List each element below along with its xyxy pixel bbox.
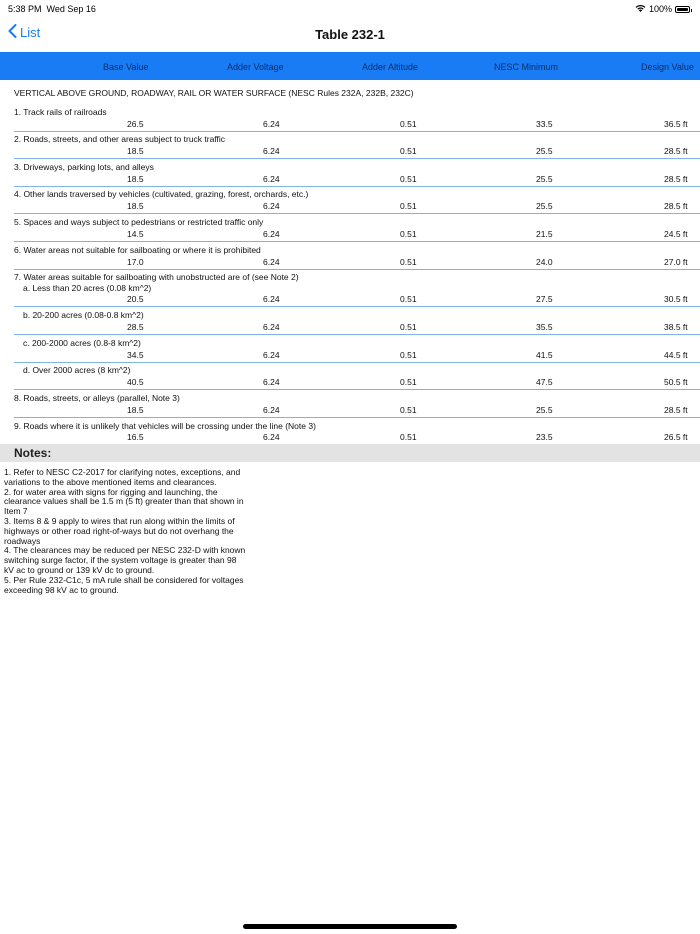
notes-text	[4, 468, 264, 595]
note-line: 5. Per Rule 232-C1c, 5 mA rule shall be considered for voltages	[4, 574, 244, 585]
table-row	[14, 189, 700, 213]
row-sublabel: d. Over 2000 acres (8 km^2)	[23, 365, 131, 375]
battery-icon	[675, 6, 690, 13]
column-header-nesc-minimum: NESC Minimum	[494, 62, 559, 72]
cell-voltage: 6.24	[263, 322, 280, 332]
cell-minimum: 25.5	[536, 174, 553, 184]
cell-design: 26.5 ft	[664, 432, 688, 442]
row-label: 4. Other lands traversed by vehicles (cultivated, grazing, forest, orchards, etc.)	[14, 189, 309, 199]
cell-base: 18.5	[127, 201, 144, 211]
cell-voltage: 6.24	[263, 146, 280, 156]
cell-base: 16.5	[127, 432, 144, 442]
cell-design: 24.5 ft	[664, 229, 688, 239]
cell-design: 50.5 ft	[664, 377, 688, 387]
cell-voltage: 6.24	[263, 432, 280, 442]
cell-minimum: 25.5	[536, 201, 553, 211]
cell-minimum: 47.5	[536, 377, 553, 387]
note-line: 2. for water area with signs for rigging and launching, the	[4, 486, 218, 497]
cell-altitude: 0.51	[400, 119, 417, 129]
cell-altitude: 0.51	[400, 229, 417, 239]
cell-voltage: 6.24	[263, 350, 280, 360]
cell-base: 28.5	[127, 322, 144, 332]
cell-altitude: 0.51	[400, 322, 417, 332]
cell-design: 28.5 ft	[664, 174, 688, 184]
row-values	[14, 229, 700, 242]
cell-design: 27.0 ft	[664, 257, 688, 267]
status-time: 5:38 PM Wed Sep 16	[8, 4, 96, 14]
cell-base: 18.5	[127, 174, 144, 184]
cell-design: 28.5 ft	[664, 201, 688, 211]
note-line: highways or other road right-of-ways but do not overhang the	[4, 525, 234, 536]
row-values	[14, 294, 700, 307]
row-values	[14, 405, 700, 418]
note-line: roadways	[4, 535, 41, 546]
table-row	[14, 134, 700, 158]
cell-minimum: 23.5	[536, 432, 553, 442]
cell-altitude: 0.51	[400, 174, 417, 184]
cell-voltage: 6.24	[263, 229, 280, 239]
home-indicator[interactable]	[243, 924, 457, 929]
cell-minimum: 24.0	[536, 257, 553, 267]
row-values	[14, 119, 700, 132]
row-values	[14, 377, 700, 390]
table-row	[14, 162, 700, 186]
row-label: 7. Water areas suitable for sailboating with unobstructed are of (see Note 2)	[14, 272, 299, 282]
column-header-bar	[0, 52, 700, 80]
note-line: clearance values shall be 1.5 m (5 ft) greater than that shown in	[4, 496, 244, 507]
row-label: 3. Driveways, parking lots, and alleys	[14, 162, 154, 172]
cell-voltage: 6.24	[263, 294, 280, 304]
column-header-base-value: Base Value	[103, 62, 149, 72]
row-label: 2. Roads, streets, and other areas subject to truck traffic	[14, 134, 226, 144]
cell-design: 28.5 ft	[664, 146, 688, 156]
column-header-adder-altitude: Adder Altitude	[362, 62, 419, 72]
cell-altitude: 0.51	[400, 201, 417, 211]
cell-voltage: 6.24	[263, 174, 280, 184]
column-header-design-value: Design Value	[641, 62, 694, 72]
cell-altitude: 0.51	[400, 294, 417, 304]
cell-voltage: 6.24	[263, 377, 280, 387]
status-right	[635, 4, 690, 14]
row-values	[14, 322, 700, 335]
cell-voltage: 6.24	[263, 201, 280, 211]
note-line: switching surge factor, if the system voltage is greater than 98	[4, 555, 237, 566]
cell-minimum: 21.5	[536, 229, 553, 239]
row-label: 8. Roads, streets, or alleys (parallel, Note 3)	[14, 393, 180, 403]
row-values	[14, 432, 700, 444]
table-row	[14, 310, 700, 334]
row-sublabel: c. 200-2000 acres (0.8-8 km^2)	[23, 338, 141, 348]
notes-header	[0, 444, 700, 462]
row-label: 5. Spaces and ways subject to pedestrians or restricted traffic only	[14, 217, 264, 227]
cell-design: 28.5 ft	[664, 405, 688, 415]
table-row	[14, 245, 700, 269]
row-values	[14, 146, 700, 159]
page-title: Table 232-1	[315, 27, 385, 42]
cell-altitude: 0.51	[400, 146, 417, 156]
note-line: kV ac to ground or 139 kV dc to ground.	[4, 564, 155, 575]
cell-base: 20.5	[127, 294, 144, 304]
cell-altitude: 0.51	[400, 432, 417, 442]
battery-percent: 100%	[648, 4, 672, 14]
cell-base: 14.5	[127, 229, 144, 239]
cell-base: 40.5	[127, 377, 144, 387]
table-row	[14, 107, 700, 131]
row-label: 9. Roads where it is unlikely that vehicles will be crossing under the line (Note 3)	[14, 421, 316, 431]
cell-base: 17.0	[127, 257, 144, 267]
cell-minimum: 41.5	[536, 350, 553, 360]
cell-base: 18.5	[127, 405, 144, 415]
cell-design: 30.5 ft	[664, 294, 688, 304]
cell-voltage: 6.24	[263, 405, 280, 415]
table-row	[14, 421, 700, 443]
column-header-adder-voltage: Adder Voltage	[227, 62, 284, 72]
cell-altitude: 0.51	[400, 350, 417, 360]
row-values	[14, 201, 700, 214]
notes-title: Notes:	[14, 446, 52, 460]
table-row	[14, 338, 700, 362]
note-line: variations to the above mentioned items and clearances.	[4, 476, 217, 487]
cell-design: 44.5 ft	[664, 350, 688, 360]
cell-altitude: 0.51	[400, 257, 417, 267]
note-line: Item 7	[4, 506, 28, 517]
table-row	[14, 272, 700, 306]
row-label: 1. Track rails of railroads	[14, 107, 107, 117]
cell-minimum: 27.5	[536, 294, 553, 304]
cell-design: 36.5 ft	[664, 119, 688, 129]
cell-minimum: 33.5	[536, 119, 553, 129]
navigation-bar	[0, 18, 700, 52]
cell-base: 34.5	[127, 350, 144, 360]
cell-base: 26.5	[127, 119, 144, 129]
row-values	[14, 350, 700, 363]
note-line: exceeding 98 kV ac to ground.	[4, 584, 119, 595]
note-line: 1. Refer to NESC C2-2017 for clarifying notes, exceptions, and	[4, 467, 241, 477]
cell-voltage: 6.24	[263, 119, 280, 129]
table-row	[14, 393, 700, 417]
cell-altitude: 0.51	[400, 377, 417, 387]
row-sublabel: a. Less than 20 acres (0.08 km^2)	[23, 283, 152, 293]
back-button-label: List	[20, 25, 41, 40]
cell-voltage: 6.24	[263, 257, 280, 267]
cell-design: 38.5 ft	[664, 322, 688, 332]
cell-minimum: 35.5	[536, 322, 553, 332]
status-bar	[0, 0, 700, 18]
row-label: 6. Water areas not suitable for sailboating or where it is prohibited	[14, 245, 261, 255]
row-sublabel: b. 20-200 acres (0.08-0.8 km^2)	[23, 310, 144, 320]
table-row	[14, 365, 700, 389]
wifi-icon	[635, 4, 646, 14]
table-row	[14, 217, 700, 241]
cell-base: 18.5	[127, 146, 144, 156]
note-line: 3. Items 8 & 9 apply to wires that run along within the limits of	[4, 515, 235, 526]
row-values	[14, 257, 700, 270]
cell-minimum: 25.5	[536, 146, 553, 156]
section-title: VERTICAL ABOVE GROUND, ROADWAY, RAIL OR WATER SURFACE (NESC Rules 232A, 232B, 232C)	[14, 88, 414, 98]
note-line: 4. The clearances may be reduced per NESC 232-D with known	[4, 545, 246, 556]
cell-minimum: 25.5	[536, 405, 553, 415]
row-values	[14, 174, 700, 187]
cell-altitude: 0.51	[400, 405, 417, 415]
